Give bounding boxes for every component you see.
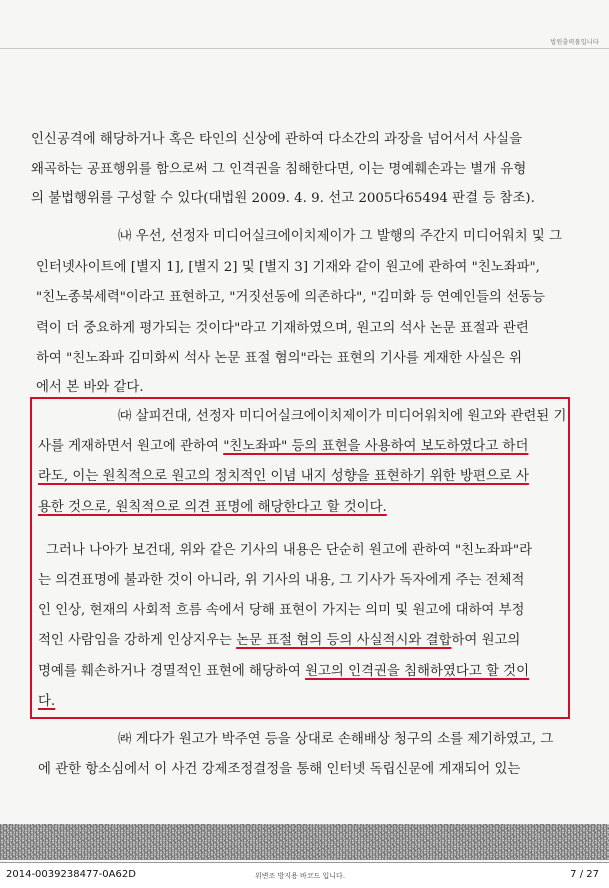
body-line: 그러나 나아가 보건대, 위와 같은 기사의 내용은 단순히 원고에 관하여 "친노좌파"라 [46, 543, 533, 558]
page-footer [0, 862, 609, 888]
body-line: 력이 더 중요하게 평가되는 것이다"라고 기재하였으며, 원고의 석사 논문 표절과 관련 [36, 321, 529, 336]
anti-forgery-barcode-strip [0, 824, 609, 860]
body-line: 인터넷사이트에 [별지 1], [별지 2] 및 [별지 3] 기재와 같이 원고에 관하여 "친노좌파", [36, 260, 540, 275]
document-id: 2014-0039238477-0A62D [6, 869, 136, 880]
body-line: ㈐ 살피건대, 선정자 미디어실크에이치제이가 미디어워치에 원고와 관련된 기 [118, 409, 567, 424]
body-line: "친노종북세력"이라고 표현하고, "거짓선동에 의존하다", "김미화 등 연예인들의 선동능 [36, 290, 545, 305]
barcode-notice: 위변조 방지용 바코드 입니다. [255, 872, 346, 880]
body-line: 인 인상, 현재의 사회적 흐름 속에서 당해 표현이 가지는 의미 및 원고에 대하여 부정 [38, 603, 525, 618]
body-line: 에 관한 항소심에서 이 사건 강제조정결정을 통해 인터넷 독립신문에 게재되어 있는 [38, 762, 521, 777]
underlined-line: 용한 것으로, 원칙적으로 의견 표명에 해당한다고 할 것이다. [38, 500, 387, 515]
underlined-line: 라도, 이는 원칙적으로 원고의 정치적인 이념 내지 성향을 표현하기 위한 방편으로 사 [38, 469, 529, 484]
underlined-phrase: 원고의 인격권을 침해하였다고 할 것이 [305, 664, 530, 679]
underlined-phrase: 논문 표절 혐의 등의 사실적시와 결합 [236, 633, 452, 648]
body-line: 에서 본 바와 같다. [36, 380, 144, 395]
court-print-stamp: 법원출력물입니다 [550, 39, 599, 46]
body-line: 적인 사람임을 강하게 인상지우는 논문 표절 혐의 등의 사실적시와 결합하여 원고의 [38, 633, 521, 648]
body-line: 왜곡하는 공표행위를 함으로써 그 인격권을 침해한다면, 이는 명예훼손과는 별개 유형 [31, 162, 527, 177]
underlined-phrase: "친노좌파" 등의 표현을 사용하여 보도하였다고 하더 [223, 439, 529, 454]
body-line: ㈏ 우선, 선정자 미디어실크에이치제이가 그 발행의 주간지 미디어워치 및 그 [118, 229, 563, 244]
body-line: 사를 게재하면서 원고에 관하여 "친노좌파" 등의 표현을 사용하여 보도하였다고 하더 [38, 439, 529, 454]
body-line: ㈑ 게다가 원고가 박주연 등을 상대로 손해배상 청구의 소를 제기하였고, 그 [118, 732, 554, 747]
body-line: 인신공격에 해당하거나 혹은 타인의 신상에 관하여 다소간의 과장을 넘어서서 사실을 [31, 132, 523, 147]
underlined-line: 다. [38, 694, 56, 709]
body-line: 하여 "친노좌파 김미화씨 석사 논문 표절 혐의"라는 표현의 기사를 게재한 사실은 위 [36, 351, 523, 366]
body-line: 명예를 훼손하거나 경멸적인 표현에 해당하여 원고의 인격권을 침해하였다고 할 것이 [38, 664, 530, 679]
page-number: 7 / 27 [570, 869, 599, 880]
body-line: 는 의견표명에 불과한 것이 아니라, 위 기사의 내용, 그 기사가 독자에게 주는 전체적 [38, 573, 525, 588]
header-rule [0, 48, 609, 49]
body-line: 의 불법행위를 구성할 수 있다(대법원 2009. 4. 9. 선고 2005다65494 판결 등 참조). [31, 191, 535, 206]
